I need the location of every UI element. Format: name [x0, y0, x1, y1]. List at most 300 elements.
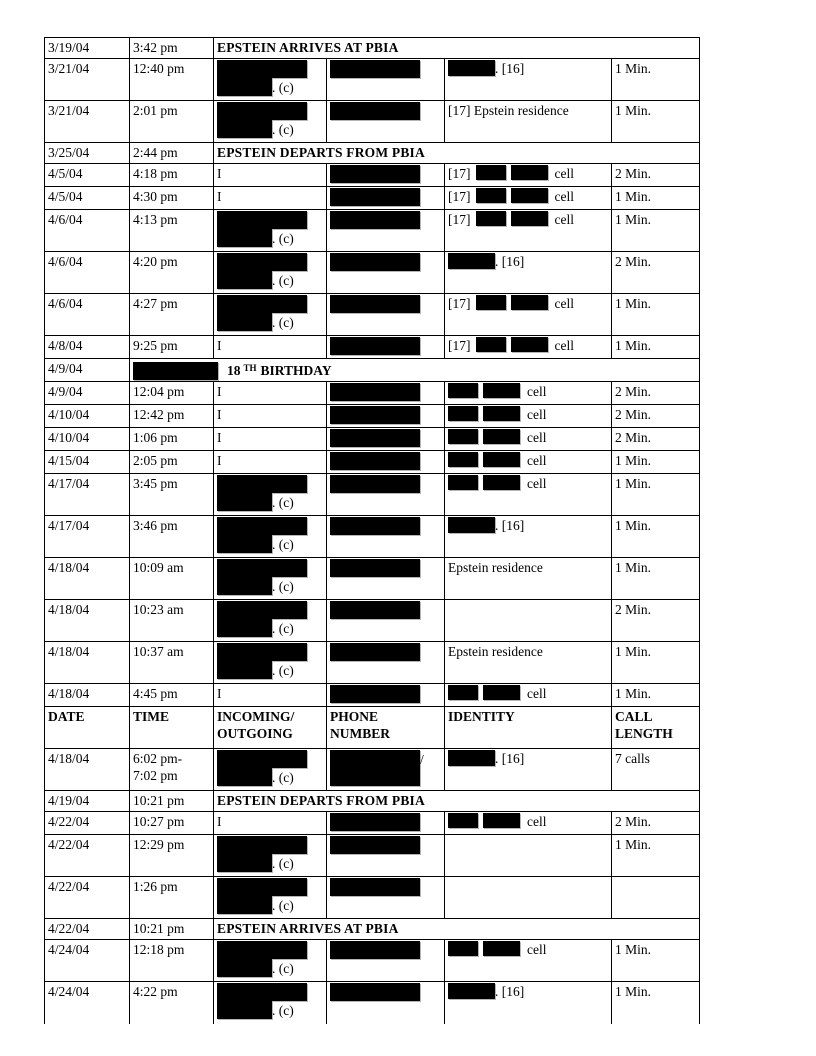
redaction-bar: [330, 750, 420, 768]
table-row: [45, 382, 700, 405]
redacted-line: [330, 750, 442, 768]
call-length-cell: 1 Min.: [612, 642, 700, 684]
identity-footnote: . [16]: [495, 61, 525, 76]
incoming-outgoing-cell: [214, 59, 327, 101]
phone-number-cell: [327, 294, 445, 336]
call-length-cell: 1 Min.: [612, 684, 700, 707]
date-cell: 3/21/04: [45, 101, 130, 143]
incoming-outgoing-cell: [214, 982, 327, 1024]
c-designator: . (c): [272, 898, 294, 913]
header-line: OUTGOING: [217, 726, 293, 741]
redaction-bar: [448, 475, 478, 490]
redaction-bar: [330, 941, 420, 959]
identity-text: Epstein residence: [448, 644, 543, 659]
c-designator: . (c): [272, 495, 294, 510]
call-length-cell: 2 Min.: [612, 382, 700, 405]
time-cell: [130, 516, 214, 558]
phone-number-cell: [327, 558, 445, 600]
redacted-line: [217, 750, 324, 768]
time-line: 3:45 pm: [133, 476, 178, 491]
identity-cell-suffix: cell: [527, 453, 547, 468]
identity-footnote: . [16]: [495, 984, 525, 999]
redaction-bar: [483, 452, 520, 467]
call-length-cell: 1 Min.: [612, 940, 700, 982]
redaction-bar: [217, 60, 307, 78]
identity-footnote: [17]: [448, 166, 471, 181]
c-designator: . (c): [272, 122, 294, 137]
time-cell: [130, 558, 214, 600]
table-row: [45, 835, 700, 877]
table-row: [45, 428, 700, 451]
redaction-bar: [330, 475, 420, 493]
call-length-cell: 1 Min.: [612, 294, 700, 336]
date-cell: 4/17/04: [45, 516, 130, 558]
phone-number-cell: [327, 382, 445, 405]
incoming-marker: I: [217, 430, 222, 445]
event-text: EPSTEIN ARRIVES AT PBIA: [217, 40, 399, 55]
redacted-line: [217, 941, 324, 959]
redaction-bar: [511, 211, 548, 226]
incoming-outgoing-cell: [214, 405, 327, 428]
redacted-line: [217, 878, 324, 896]
time-cell: [130, 405, 214, 428]
c-designator: . (c): [272, 1003, 294, 1018]
call-length-cell: 1 Min.: [612, 982, 700, 1024]
time-cell: [130, 474, 214, 516]
incoming-marker: I: [217, 686, 222, 701]
identity-cell: [445, 164, 612, 187]
redaction-bar: [330, 165, 420, 183]
date-cell: 4/9/04: [45, 359, 130, 382]
time-cell: [130, 982, 214, 1024]
redacted-line: [217, 120, 324, 138]
header-identity-cell: IDENTITY: [445, 707, 612, 749]
redacted-line: [217, 983, 324, 1001]
incoming-marker: I: [217, 407, 222, 422]
call-length-cell: 2 Min.: [612, 252, 700, 294]
identity-cell-suffix: cell: [527, 430, 547, 445]
redacted-line: [217, 60, 324, 78]
phone-number-cell: [327, 164, 445, 187]
redacted-line: [217, 535, 324, 553]
redacted-line: [217, 768, 324, 786]
time-cell: [130, 428, 214, 451]
identity-cell: [445, 405, 612, 428]
redaction-bar: [330, 337, 420, 355]
time-line: 1:06 pm: [133, 430, 178, 445]
call-length-cell: 1 Min.: [612, 516, 700, 558]
event-cell: [214, 791, 700, 812]
table-row: [45, 187, 700, 210]
birthday-row: [45, 359, 700, 382]
phone-number-cell: [327, 252, 445, 294]
incoming-outgoing-cell: [214, 835, 327, 877]
incoming-marker: I: [217, 166, 222, 181]
redaction-bar: [511, 188, 548, 203]
redaction-bar: [217, 517, 307, 535]
time-line: 9:25 pm: [133, 338, 178, 353]
identity-cell-suffix: cell: [527, 814, 547, 829]
redaction-bar: [330, 452, 420, 470]
date-cell: 4/17/04: [45, 474, 130, 516]
redaction-bar: [330, 601, 420, 619]
date-cell: 4/22/04: [45, 812, 130, 835]
table-row: [45, 558, 700, 600]
date-cell: 4/6/04: [45, 294, 130, 336]
event-cell: [214, 143, 700, 164]
header-row: [45, 707, 700, 749]
date-cell: 4/8/04: [45, 336, 130, 359]
redaction-bar: [330, 188, 420, 206]
incoming-outgoing-cell: [214, 812, 327, 835]
redaction-bar: [217, 475, 307, 493]
date-cell: 3/21/04: [45, 59, 130, 101]
time-cell: [130, 252, 214, 294]
c-designator: . (c): [272, 856, 294, 871]
incoming-marker: I: [217, 189, 222, 204]
c-designator: . (c): [272, 663, 294, 678]
time-line: 2:01 pm: [133, 103, 178, 118]
c-designator: . (c): [272, 579, 294, 594]
redaction-bar: [330, 102, 420, 120]
redaction-bar: [217, 211, 307, 229]
identity-cell-suffix: cell: [527, 384, 547, 399]
identity-cell: [445, 187, 612, 210]
header-call-length-cell: [612, 707, 700, 749]
header-phone-number-cell: [327, 707, 445, 749]
phone-number-cell: [327, 940, 445, 982]
redaction-bar: [448, 383, 478, 398]
phone-number-cell: [327, 684, 445, 707]
identity-cell: [445, 294, 612, 336]
incoming-outgoing-cell: [214, 877, 327, 919]
redaction-bar: [448, 406, 478, 421]
time-line: 12:42 pm: [133, 407, 185, 422]
phone-number-cell: [327, 474, 445, 516]
date-cell: 4/18/04: [45, 600, 130, 642]
redaction-bar: [330, 429, 420, 447]
phone-number-cell: [327, 336, 445, 359]
c-designator: . (c): [272, 315, 294, 330]
identity-cell: [445, 940, 612, 982]
redaction-bar: [330, 253, 420, 271]
redaction-bar: [217, 959, 272, 977]
time-cell: 2:44 pm: [130, 143, 214, 164]
redaction-bar: [483, 685, 520, 700]
redaction-bar: [511, 337, 548, 352]
date-cell: 4/10/04: [45, 405, 130, 428]
event-row: [45, 143, 700, 164]
redaction-bar: [217, 535, 272, 553]
identity-cell: [445, 336, 612, 359]
time-cell: [130, 812, 214, 835]
redaction-bar: [217, 768, 272, 786]
incoming-outgoing-cell: [214, 164, 327, 187]
redaction-bar: [217, 750, 307, 768]
time-cell: 10:21 pm: [130, 919, 214, 940]
time-line: 10:23 am: [133, 602, 184, 617]
table-row: [45, 749, 700, 791]
call-length-cell: 2 Min.: [612, 405, 700, 428]
table-row: [45, 101, 700, 143]
event-cell: [214, 38, 700, 59]
identity-cell: [445, 382, 612, 405]
redacted-line: [217, 295, 324, 313]
identity-text: Epstein residence: [448, 560, 543, 575]
slash-separator: /: [420, 752, 424, 767]
call-length-cell: [612, 877, 700, 919]
table-row: [45, 336, 700, 359]
incoming-outgoing-cell: [214, 516, 327, 558]
redaction-bar: [483, 475, 520, 490]
identity-text: [17] Epstein residence: [448, 103, 569, 118]
redacted-line: [330, 768, 442, 786]
call-length-cell: 1 Min.: [612, 210, 700, 252]
call-length-cell: 1 Min.: [612, 336, 700, 359]
identity-footnote: . [16]: [495, 254, 525, 269]
redaction-bar: [448, 517, 495, 533]
time-line: 4:22 pm: [133, 984, 178, 999]
incoming-outgoing-cell: [214, 749, 327, 791]
time-line: 12:29 pm: [133, 837, 185, 852]
event-text: EPSTEIN DEPARTS FROM PBIA: [217, 793, 425, 808]
redaction-bar: [448, 813, 478, 828]
redaction-bar: [330, 383, 420, 401]
date-cell: 4/22/04: [45, 919, 130, 940]
identity-cell: [445, 516, 612, 558]
incoming-outgoing-cell: [214, 600, 327, 642]
redaction-bar: [476, 211, 506, 226]
incoming-marker: I: [217, 384, 222, 399]
redacted-line: [217, 959, 324, 977]
time-cell: [130, 877, 214, 919]
c-designator: . (c): [272, 770, 294, 785]
table-row: [45, 405, 700, 428]
redaction-bar: [476, 165, 506, 180]
date-cell: 3/25/04: [45, 143, 130, 164]
redaction-bar: [217, 559, 307, 577]
table-row: [45, 474, 700, 516]
date-cell: 4/19/04: [45, 791, 130, 812]
redaction-bar: [330, 836, 420, 854]
table-row: [45, 451, 700, 474]
incoming-outgoing-cell: [214, 642, 327, 684]
redaction-bar: [217, 983, 307, 1001]
date-cell: 4/5/04: [45, 164, 130, 187]
incoming-outgoing-cell: [214, 451, 327, 474]
date-cell: 4/6/04: [45, 252, 130, 294]
event-row: [45, 791, 700, 812]
redaction-bar: [217, 120, 272, 138]
date-cell: 4/18/04: [45, 749, 130, 791]
phone-number-cell: [327, 101, 445, 143]
redaction-bar: [217, 229, 272, 247]
table-row: [45, 59, 700, 101]
incoming-marker: I: [217, 814, 222, 829]
redaction-bar: [217, 896, 272, 914]
redaction-bar: [330, 517, 420, 535]
redaction-bar: [217, 271, 272, 289]
redaction-bar: [330, 878, 420, 896]
call-length-cell: 1 Min.: [612, 835, 700, 877]
table-row: [45, 642, 700, 684]
redaction-bar: [476, 295, 506, 310]
redaction-bar: [330, 768, 420, 786]
call-length-cell: 1 Min.: [612, 187, 700, 210]
identity-cell-suffix: cell: [527, 476, 547, 491]
incoming-outgoing-cell: [214, 187, 327, 210]
date-cell: 4/22/04: [45, 877, 130, 919]
incoming-marker: I: [217, 338, 222, 353]
table-row: [45, 812, 700, 835]
incoming-outgoing-cell: [214, 336, 327, 359]
identity-cell-suffix: cell: [554, 212, 574, 227]
incoming-outgoing-cell: [214, 940, 327, 982]
event-row: [45, 919, 700, 940]
identity-cell: [445, 210, 612, 252]
time-line: 4:27 pm: [133, 296, 178, 311]
event-row: [45, 38, 700, 59]
time-cell: 10:21 pm: [130, 791, 214, 812]
redaction-bar: [217, 295, 307, 313]
redaction-bar: [330, 983, 420, 1001]
redaction-bar: [483, 429, 520, 444]
phone-number-cell: [327, 405, 445, 428]
redaction-bar: [217, 577, 272, 595]
redaction-bar: [330, 685, 420, 703]
phone-number-cell: [327, 451, 445, 474]
incoming-outgoing-cell: [214, 382, 327, 405]
call-log-rows: [45, 38, 700, 1024]
phone-number-cell: [327, 835, 445, 877]
identity-cell: [445, 428, 612, 451]
redaction-bar: [217, 493, 272, 511]
redacted-line: [217, 271, 324, 289]
redacted-line: [217, 253, 324, 271]
identity-footnote: [17]: [448, 338, 471, 353]
redaction-bar: [217, 78, 272, 96]
date-cell: 4/22/04: [45, 835, 130, 877]
date-cell: 3/19/04: [45, 38, 130, 59]
date-cell: 4/24/04: [45, 940, 130, 982]
identity-cell-suffix: cell: [554, 166, 574, 181]
phone-number-cell: [327, 877, 445, 919]
date-cell: 4/15/04: [45, 451, 130, 474]
time-cell: [130, 187, 214, 210]
date-cell: 4/9/04: [45, 382, 130, 405]
redaction-bar: [330, 559, 420, 577]
c-designator: . (c): [272, 537, 294, 552]
birthday-cell: [130, 359, 700, 382]
identity-cell: [445, 252, 612, 294]
phone-number-cell: [327, 428, 445, 451]
time-line: 3:46 pm: [133, 518, 178, 533]
redacted-line: [217, 229, 324, 247]
identity-cell: [445, 558, 612, 600]
time-line: 4:30 pm: [133, 189, 178, 204]
date-cell: 4/5/04: [45, 187, 130, 210]
identity-cell: [445, 600, 612, 642]
table-row: [45, 877, 700, 919]
time-cell: [130, 835, 214, 877]
identity-cell: [445, 982, 612, 1024]
redaction-bar: [330, 60, 420, 78]
table-row: [45, 600, 700, 642]
redacted-line: [217, 211, 324, 229]
time-line: 6:02 pm-: [133, 751, 183, 766]
header-line: NUMBER: [330, 726, 390, 741]
header-time-cell: TIME: [130, 707, 214, 749]
identity-footnote: . [16]: [495, 751, 525, 766]
call-log-table: [44, 37, 700, 1024]
identity-footnote: [17]: [448, 212, 471, 227]
table-row: [45, 940, 700, 982]
time-cell: [130, 684, 214, 707]
header-incoming-outgoing-cell: [214, 707, 327, 749]
redacted-line: [217, 896, 324, 914]
time-line: 4:45 pm: [133, 686, 178, 701]
phone-number-cell: [327, 210, 445, 252]
time-cell: [130, 164, 214, 187]
phone-number-cell: [327, 516, 445, 558]
redacted-line: [217, 493, 324, 511]
redaction-bar: [217, 836, 307, 854]
time-cell: [130, 940, 214, 982]
phone-number-cell: [327, 982, 445, 1024]
event-text: EPSTEIN ARRIVES AT PBIA: [217, 921, 399, 936]
call-length-cell: 1 Min.: [612, 101, 700, 143]
redacted-line: [217, 854, 324, 872]
redaction-bar: [133, 362, 218, 380]
identity-cell-suffix: cell: [527, 686, 547, 701]
time-cell: [130, 749, 214, 791]
identity-cell: [445, 812, 612, 835]
call-length-cell: 2 Min.: [612, 428, 700, 451]
header-line: PHONE: [330, 709, 379, 724]
redaction-bar: [330, 643, 420, 661]
redaction-bar: [511, 295, 548, 310]
phone-number-cell: [327, 600, 445, 642]
time-cell: [130, 451, 214, 474]
incoming-outgoing-cell: [214, 210, 327, 252]
redacted-line: [217, 102, 324, 120]
header-line: CALL: [615, 709, 653, 724]
date-cell: 4/6/04: [45, 210, 130, 252]
phone-number-cell: [327, 812, 445, 835]
redaction-bar: [217, 854, 272, 872]
call-length-cell: 1 Min.: [612, 558, 700, 600]
c-designator: . (c): [272, 961, 294, 976]
time-line: 10:27 pm: [133, 814, 185, 829]
redaction-bar: [217, 102, 307, 120]
redaction-bar: [448, 750, 495, 766]
date-cell: 4/18/04: [45, 558, 130, 600]
redaction-bar: [217, 878, 307, 896]
identity-cell: [445, 101, 612, 143]
identity-cell-suffix: cell: [554, 189, 574, 204]
date-cell: 4/18/04: [45, 684, 130, 707]
header-date-cell: DATE: [45, 707, 130, 749]
redaction-bar: [217, 941, 307, 959]
redacted-line: [217, 601, 324, 619]
incoming-outgoing-cell: [214, 294, 327, 336]
call-length-cell: 7 calls: [612, 749, 700, 791]
birthday-ordinal: TH: [243, 363, 257, 373]
redacted-line: [217, 836, 324, 854]
time-cell: [130, 210, 214, 252]
table-row: [45, 294, 700, 336]
table-row: [45, 210, 700, 252]
